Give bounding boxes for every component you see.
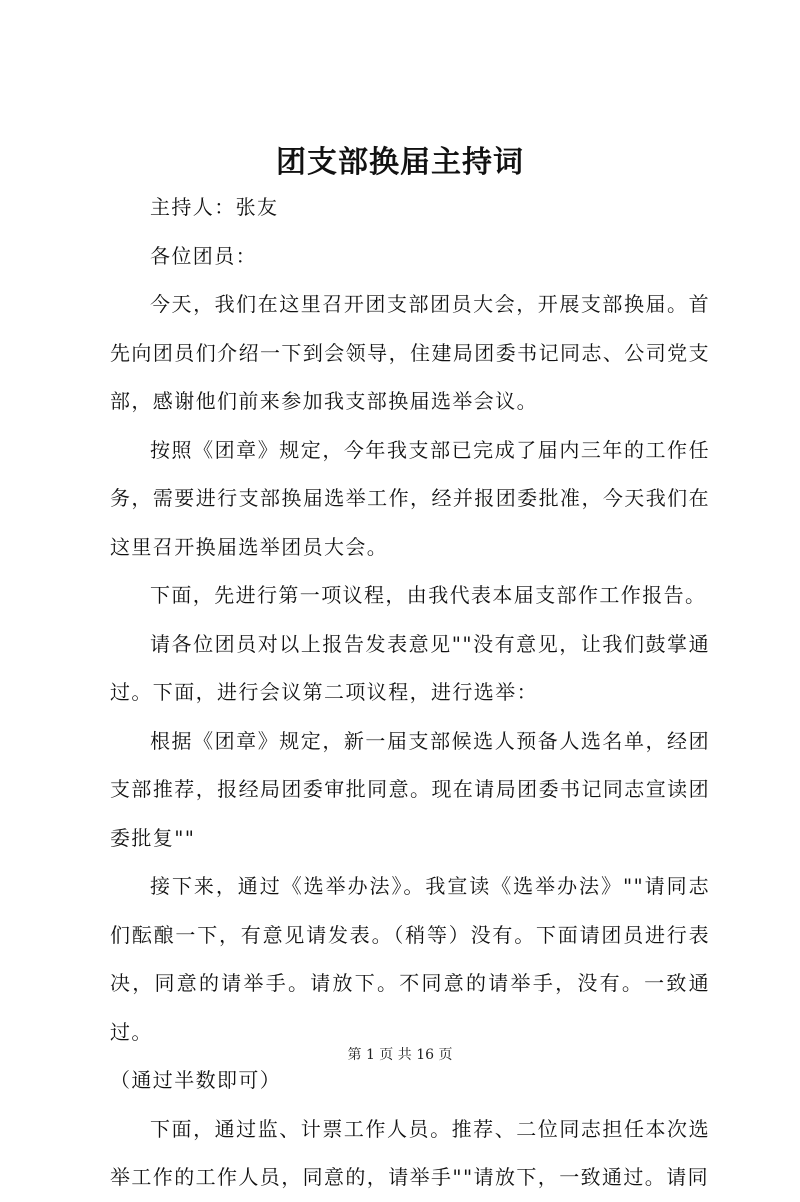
document-title: 团支部换届主持词 (276, 145, 524, 180)
paragraph-election-method: 接下来，通过《选举办法》。我宣读《选举办法》""请同志们酝酿一下，有意见请发表。（稍等）没有。下面请团员进行表决，同意的请举手。请放下。不同意的请举手，没有。一致通过。 (110, 874, 710, 1044)
paragraph-charter: 按照《团章》规定，今年我支部已完成了届内三年的工作任务，需要进行支部换届选举工作，经并报团委批准，今天我们在这里召开换届选举团员大会。 (110, 437, 710, 559)
paragraph-candidates: 根据《团章》规定，新一届支部候选人预备人选名单，经团支部推荐，报经局团委审批同意。现在请局团委书记同志宣读团委批复"" (110, 728, 710, 850)
paragraph-opening: 今天，我们在这里召开团支部团员大会，开展支部换届。首先向团员们介绍一下到会领导，住建局团委书记同志、公司党支部，感谢他们前来参加我支部换届选举会议。 (110, 292, 710, 413)
host-line: 主持人：张友 (150, 195, 279, 219)
paragraph-staff: 下面，通过监、计票工作人员。推荐、二位同志担任本次选举工作的工作人员，同意的，请举手""请放下，一致通过。请同 (110, 1116, 710, 1189)
paragraph-opinions: 请各位团员对以上报告发表意见""没有意见，让我们鼓掌通过。下面，进行会议第二项议程，进行选举： (110, 631, 710, 704)
paragraph-majority-note: （通过半数即可） (110, 1068, 282, 1092)
page-footer: 第 1 页 共 16 页 (347, 1047, 453, 1063)
paragraph-first-agenda: 下面，先进行第一项议程，由我代表本届支部作工作报告。 (150, 583, 707, 607)
greeting-line: 各位团员： (150, 243, 257, 268)
